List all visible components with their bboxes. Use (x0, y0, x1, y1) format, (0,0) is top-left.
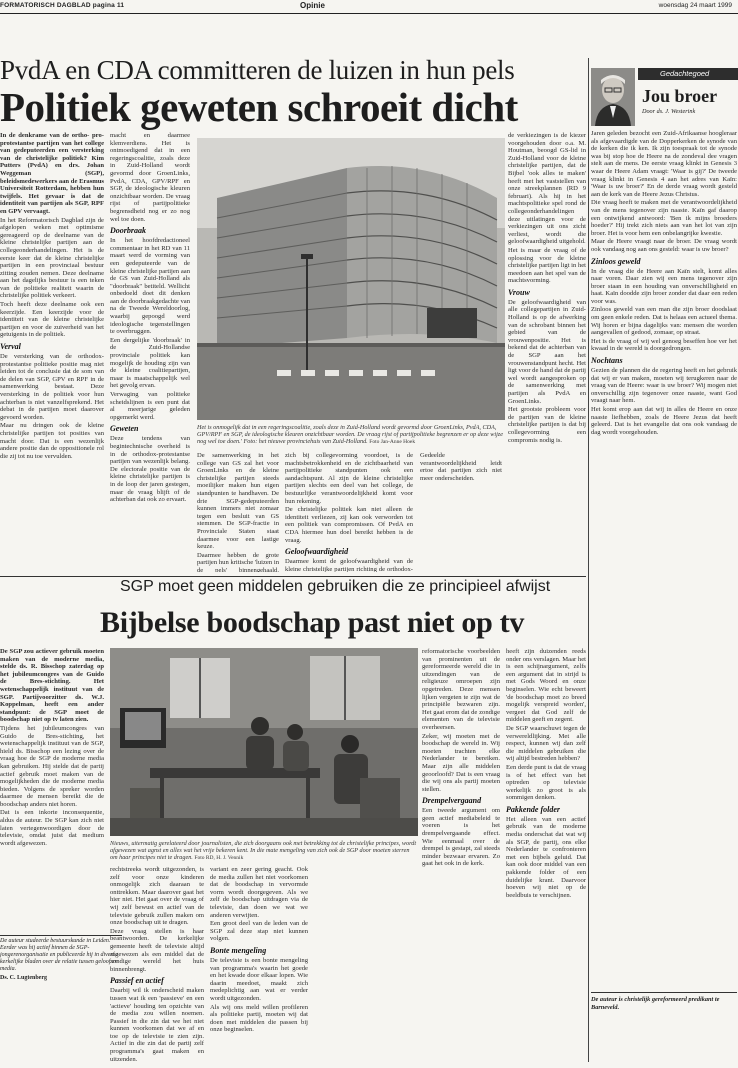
sidebar-paragraph: In de vraag die de Heere aan Kaïn stelt, komt alles naar voren. Daar zien wij een mens tegenover zijn broer staan in een houding van onverschilligheid en haat. Kaïn doodde zijn broer zonder dat daar een reden voor was. (591, 267, 737, 305)
article1-paragraph: de verkiezingen is de kiezer voorgehouden door o.a. M. Houtman, beoogd GS-lid in Zuid-Holland voor de kleine christelijke partijen, dat de Bijbel 'ook alles te maken' heeft met het vaststellen van onze streekplannen (RD 9 februari). Als hij in het machtspolitieke spel rond de collegeonderhandelingen deze uitlatingen voor de verkiezingen uit ons zicht verliest, wordt die geloofwaardigheid uitgehold. (508, 132, 586, 246)
article2-paragraph: Het alleen van een actief gebruik van de moderne media onderschat dat wat wij als SGP, de partij, ons elke Nederlander te confronteren met een bijbels geluid. Dat kan ook door middel van een pakkende folder of een duidelijke krant. Daarvoor hoeven wij niet op de beeldbuis te verschijnen. (506, 815, 586, 899)
sidebar-paragraph: Gezien de plannen die de regering heeft en het gebruik dat wij er van maken, moeten wij terugkeren naar de vraag van de Heere: waar is uw broer? Wij mogen niet onverschillig zijn tegenover onze naaste, want God vraagt naar hem. (591, 367, 737, 405)
author-portrait (591, 68, 635, 126)
article1-subhead-vrouw: Vrouw (508, 287, 530, 297)
article1-subhead-verval: Verval (0, 342, 21, 352)
article2-subhead-pakkende-folder: Pakkende folder (506, 804, 560, 814)
article1-paragraph: In het hoofdredactioneel commentaar in het RD van 11 maart werd de vorming van een gedeputeerde van de kleine christelijke partijen aan de GS van Zuid-Holland als "doorbraak" betiteld. Wellicht onbedoeld doet dit denken aan de doorbraakgedachte van na de Tweede Wereldoorlog, waarbij gepoogd werd ideologische tegenstellingen te overbruggen. (110, 237, 190, 336)
article1-column-3 (197, 452, 279, 572)
article2-subhead-drempelvergaand: Drempelvergaand (422, 796, 482, 806)
article2-column-3 (210, 866, 308, 1062)
article1-paragraph: De geloofwaardigheid van alle collegepartijen in Zuid-Holland is op de afwerking van de schrobant binnen het gebied van de vrouwenpositie. Het is bekend dat de achterban van de SGP aan het vrouwenstandpunt hecht. Het ligt voor de hand dat de partij wel wordt aangesproken op de samenwerking met partijen als PvdA en GroenLinks. (508, 298, 586, 405)
article1-paragraph: Deze tendens van begintechnische overheid is in de orthodox-protestantse partijen van wezenlijk belang. De electorale positie van de kleine christelijke partijen is in de loop der jaren gestegen, maar de vraag blijft of de achterban dat ook zo ervaart. (110, 435, 190, 504)
article2-kicker: SGP moet geen middelen gebruiken die ze principieel afwijst (120, 578, 551, 595)
article2-paragraph: Dat is een inkorte inconsequentie, aldus de auteur. De SGP kan zich niet laten vertegenwoordigen door de televisie, omdat juist dat medium wordt afgewezen. (0, 809, 104, 847)
article1-subhead-geloofwaardigheid: Geloofwaardigheid (285, 547, 349, 557)
article2-paragraph: rechtstreeks wordt uitgezonden, is zelf voor onze kinderen onmogelijk zich daaraan te onttrekken. Maar daarover gaat het hier niet. Het gaat over de vraag of wij zelf bewust en actief van de televisie gebruik zullen maken om onze boodschap uit te dragen. (110, 866, 204, 927)
sidebar-paragraph: Maar de Heere vraagt naar de broer. De vraag wordt ook vandaag nog aan ons gesteld: waar is uw broer? (591, 238, 737, 253)
article2-subhead-bonte-mengeling: Bonte mengeling (210, 945, 267, 955)
article2-paragraph: De SGP waarschuwt tegen de verwereldlijking. Met alle respect, kunnen wij dan zelf die middelen gebruiken die wij altijd bestreden hebben? (506, 724, 586, 763)
sidebar-rule (588, 58, 589, 1062)
publication-date: woensdag 24 maart 1999 (658, 2, 732, 9)
sidebar-paragraph: Zinloos geweld van een man die zijn broer doodslaat om geen enkele reden. Dat is helaas een actueel thema. Wij horen er bijna dagelijks van: mensen die worden aangevallen of gedood, zomaar, op straat. (591, 306, 737, 337)
article1-photo-provinciehuis (197, 138, 505, 420)
article1-paragraph: macht en daarmee klemverdiens. Het is ontmoedigend dat in een regeringscoalitie, zoals deze in Zuid-Holland wordt gevormd door GroenLinks, PvdA, CDA, GPV/RPF en SGP, de ideologische kleuren onzichtbaar worden. De vraag rijst of partijpolitieke begrensdheid nog er zo nog wel toe doen. (110, 132, 190, 223)
article1-paragraph: Toch heeft deze deelname ook een keerzijde. Een keerzijde voor de identiteit van de kleine christelijke partijen en voor de zuiverheid van het getuigenis in de politiek. (0, 301, 104, 339)
sidebar-intro (642, 118, 738, 130)
article-divider (0, 576, 586, 577)
article2-paragraph: Daarbij wil ik onderscheid maken tussen wat ik een 'passieve' en een 'actieve' houding ten opzichte van de media zou willen noemen. Passief in die zin dat we het niet kunnen voorkomen dat we af en toe op de televisie te zien zijn. Actief in die zin dat de partij zelf programma's gaat maken en uitzenden. (110, 987, 204, 1062)
caption-text: Het is onmogelijk dat in een regeringscoalitie, zoals deze in Zuid-Holland wordt gevormd door GroenLinks, PvdA, CDA, GPV/RPF en SGP, de ideologische kleuren onzichtbaar worden. De vraag rijst of partijpolitieke begrenzen er op deze wijze nog wel toe doen.' Foto: het nieuwe provinciehuis van Zuid-Holland. (197, 424, 503, 446)
sidebar-title: Jou broer (642, 86, 718, 106)
article2-paragraph: Deze vraag stellen is haar beantwoorden. De kerkelijke gemeente heeft de televisie altijd afgewezen als een middel dat de zondige wereld het huis binnenbrengt. (110, 927, 204, 973)
article2-subhead-passief: Passief en actief (110, 976, 164, 986)
sidebar-subhead-zinloos-geweld: Zinloos geweld (591, 256, 641, 266)
article2-paragraph: Als wij ons meld willen profileren als politieke partij, moeten wij dat doen met middelen die passen bij onze beginselen. (210, 1003, 308, 1034)
article1-paragraph: De christelijke politiek kan niet alleen de identiteit verliezen, zij kan ook verworden tot een politiek van compromissen. Of PvdA en CDA hiermee hun doel bereikt hebben is de vraag. (285, 506, 413, 544)
article2-paragraph: variant en zeer gering geacht. Ook de media zullen het niet voorkomen dat de boodschap in vervormde vorm wordt doorgegeven. Als we zelf de boodschap uitdragen via de televisie, dan doen we wat we anderen verwijten. (210, 866, 308, 919)
sidebar-author-note: De auteur is christelijk gereformeerd predikant te Barneveld. (591, 996, 720, 1011)
article1-kicker: PvdA en CDA committeren de luizen in hun pels (0, 55, 515, 85)
article2-column-1 (0, 648, 104, 932)
article1-column-4b (420, 452, 502, 572)
sidebar-subhead-nochtans: Nochtans (591, 356, 623, 366)
article1-paragraph: Het is maar de vraag of de oplossing voor de kleine christelijke partijen ligt in het meedoen aan het spel van de machtsvorming. (508, 246, 586, 285)
sidebar-paragraph: Het is de vraag of wij wel genoeg beseffen hoe ver het kwaad in de wereld is doorgedrongen. (591, 337, 737, 353)
article1-subhead-geweten: Geweten (110, 424, 139, 434)
interior-photo (110, 648, 418, 836)
article2-paragraph: Een tweede argument om geen actief mediabeleid te voeren is het drempelvergaande effect. Wie eenmaal over de drempel is gestapt, zal steeds minder bezwaar ervaren. Zo gaat het ook in de kerk. (422, 807, 500, 868)
article2-lead: De SGP zou actiever gebruik moeten maken van de moderne media, stelde ds. R. Bisschop zaterdag op het jubileumcongres van de Guido de Bres-stichting. Het wetenschappelijk instituut van de SGP. Partijvoorzitter ds. W.J. Koppelman, heeft een ander standpunt: de SGP moet de boodschap niet op tv laten zien. (0, 648, 104, 724)
portrait-photo (591, 68, 635, 126)
article2-paragraph: reformatorische voorbeelden van prominenten uit de gereformeerde wereld die in uitzendingen van de religieuze omroepen zijn opgetreden. Deze mensen lijken vergeten te zijn wat de principiële bezwaren zijn. Het gaat erom dat de zondige elementen van de televisie overheersen. (422, 648, 500, 731)
article2-column-2 (110, 866, 204, 1062)
article2-column-5 (506, 648, 586, 1062)
article1-paragraph: In het Reformatorisch Dagblad zijn de afgelopen weken met optimisme gereageerd op de deelname van de kleine christelijke partijen aan de collegeonderhandelingen. Het is de eerste keer dat de kleine christelijke partijen in een provinciaal bestuur zitting zouden nemen. Deze deelname aan het dagelijks bestuur is een teken van de politieke realiteit waarin de christelijke politiek verkeert. (0, 216, 104, 300)
author-name: Ds. C. Lugtenberg (0, 975, 48, 981)
article2-paragraph: Tijdens het jubileumcongres van Guido de Bres-stichting, het wetenschappelijk instituut van de SGP, hield ds. Bisschop een lezing over de vraag hoe de SGP de moderne media kan gebruiken. Hij stelde dat de partij actief gebruik moet maken van de mogelijkheden die de moderne media bieden. Volgens de spreker worden daarmee de mensen bereikt die de boodschap anders niet horen. (0, 724, 104, 808)
photo-credit: Foto RD, H. J. Vennik (194, 855, 244, 862)
article1-column-4 (285, 452, 413, 572)
article2-paragraph: heeft zijn duizenden reeds onder ons verslagen. Maar het is een schijnargument, zelfs een argument dat in strijd is met Gods Woord en onze beginselen. Wie echt beweert 'de boodschap moet zo breed mogelijk verspreid worden', vergeet dat God zelf de middelen geeft en zegent. (506, 648, 586, 724)
newspaper-name: FORMATORISCH DAGBLAD pagina 11 (0, 2, 125, 9)
article1-subhead-doorbraak: Doorbraak (110, 226, 147, 236)
article1-column-5 (508, 132, 586, 572)
article2-photo-caption (110, 840, 418, 863)
column-label: Gedachtegoed (660, 69, 710, 78)
article1-photo-caption (197, 424, 505, 447)
building-photo (197, 138, 505, 420)
sidebar-paragraph: Die vraag heeft te maken met de verantwoordelijkheid van de mens tegenover zijn naaste. Kaïn gaf daarop een ontwijkend antwoord: 'Ben ik mijns broeders hoeder?' Hij trekt zich niets aan van het lot van zijn broer. Het is voor hem een onbelangrijke kwestie. (591, 199, 737, 237)
article1-column-2 (110, 132, 190, 572)
caption-text: Nieuws, uitermatig gerelateerd door journalisten, die zich doorgaans ook met betrekking tot de christelijke principes, wordt afgewezen wat agnst en alles wat het vrije bekeren kent. In die mate mengeling van zich ook de SGP door moeten sterren om haar principes niet te dragen. (110, 840, 417, 862)
sidebar-column (591, 130, 737, 988)
article1-paragraph: De versterking van de orthodox-protestantse politieke positie mag niet leiden tot de conclusie dat de som van de delen van SGP, GPV en RPF in de samenwerking bestaat. Deze versterking in de politiek voor hun achterban is niet vanzelfsprekend. Het debat in de partijen moet daarover gevoerd worden. (0, 353, 104, 421)
article1-paragraph: Verwaging van politieke scheidslijnen is een punt dat al meerjarige geleden opgemerkt werd. (110, 391, 190, 421)
article1-headline: Politiek geweten schroeit dicht (0, 84, 518, 130)
sidebar-paragraph: Jaren geleden bezocht een Zuid-Afrikaanse hoogleraar als afgevaardigde van de Dopperkerken de synode van de kerken die ik ken. Ik zijn toespraak tot de synode was bij stop hoe de Heere na de zondeval dee vragen stelt aan de mens. De eerste vraag klinkt in Genesis 3 waar de Heere Adam vraagt: 'Waar is gij?' De tweede vraag klinkt in Genesis 4 aan het adres van Kaïn: 'Waar is uw broer?' En de derde vraag wordt gesteld aan de kerk van de Heere Jezus Christus. (591, 130, 737, 198)
article1-paragraph: De samenwerking in het college van GS zal het voor GroenLinks en de kleine christelijke partijen steeds moeilijker maken hun eigen standpunten te handhaven. De drie SGP-gedeputeerden kunnen immers niet zomaar tegen een besluit van GS stemmen. De SGP-fractie in Provinciale Staten staat daarmee voor een lastige keuze. (197, 452, 279, 551)
article1-lead: In de denkrame van de ortho- pro-protestantse partijen van het college van gedeputeerden een versterking van de christelijke politiek? Kim Putters (PvdA) en drs. Johan Weggeman (SGP), beleidsmedewerkers aan de Erasmus Universiteit Rotterdam, hebben hun twijfels. Het gevaar is dat de identiteit van partijen als SGP, RPF en GPV vervaagt. (0, 132, 104, 215)
section-title: Opinie (300, 1, 325, 10)
column-label-band (638, 68, 738, 80)
article1-paragraph: Gedeelde verantwoordelijkheid leidt ertoe dat partijen zich niet meer onderscheiden. (420, 452, 502, 482)
sidebar-author: Door ds. J. Westerink (642, 108, 696, 115)
sidebar-note-rule (591, 992, 737, 993)
article1-paragraph: zich bij collegevorming voordoet, is de machtsbetrokkenheid en de zichtbaarheid van partijpolitieke standpunten ook een aandachtspunt. Al zijn de kleine christelijke partijen slechts een deel van het college, de bestuurlijke verantwoordelijkheid komt voor hun rekening. (285, 452, 413, 505)
article2-headline: Bijbelse boodschap past niet op tv (100, 606, 525, 639)
photo-credit: Foto Jan-Anne Hoek (369, 439, 416, 446)
author-box-text: De auteur studeerde bestuurskunde in Leiden. Eerder was hij actief binnen de SGP-jongerenorganisatie en publiceerde hij in diverse kerkelijke bladen over de relatie tussen geloof en media. (0, 938, 118, 972)
article2-column-4 (422, 648, 500, 1062)
author-box (0, 935, 122, 982)
article2-paragraph: De televisie is een bonte mengeling van programma's waarin het goede en het kwade door elkaar lopen. Wie daarin meedoet, maakt zich medeplichtig aan wat er verder wordt uitgezonden. (210, 956, 308, 1002)
article1-paragraph: Het grootste probleem voor de partijen van de kleine christelijke partijen is dat bij collegevorming een compromis nodig is. (508, 406, 586, 444)
article1-paragraph: Maar nu dringen ook de kleine christelijke partijen tot posities van macht door. Dat is een wezenlijk andere positie dan de oppositionele rol die zij tot nu toe vervulden. (0, 422, 104, 460)
article2-paragraph: Een derde punt is dat de vraag is of het effect van het optreden op televisie werkelijk zo groot is als sommigen denken. (506, 763, 586, 802)
sidebar-paragraph: Het komt erop aan dat wij in alles de Heere en onze naaste liefhebben, zoals de Heere Jezus dat heeft geleerd. Dat is het evangelie dat ons ook vandaag de dag wordt voorgehouden. (591, 406, 737, 436)
article1-column-1 (0, 132, 104, 572)
article1-paragraph: Een dergelijke 'doorbraak' in de Zuid-Hollandse provinciale politiek kan mogelijk de houding zijn van de kleine coalitiepartijen, maar is maatschappelijk wel het gevolg ervan. (110, 336, 190, 390)
article2-paragraph: Een groot deel van de leden van de SGP zal deze stap niet kunnen volgen. (210, 920, 308, 943)
page-header (0, 0, 738, 14)
article1-paragraph: Daarmee komt de geloofwaardigheid van de kleine christelijke partijen richting de orthodox- (285, 558, 413, 572)
article2-paragraph: Zeker, wij moeten met de boodschap de wereld in. Wij moeten trachten elke Nederlander te bereiken. Maar zijn alle middelen geoorloofd? Dat is een vraag die wij ons als partij moeten stellen. (422, 732, 500, 793)
article2-photo-interior (110, 648, 418, 836)
article1-paragraph: Daarmee hebben de grote partijen hun kritische 'luizen in de pels' binnengehaald. (197, 551, 279, 572)
